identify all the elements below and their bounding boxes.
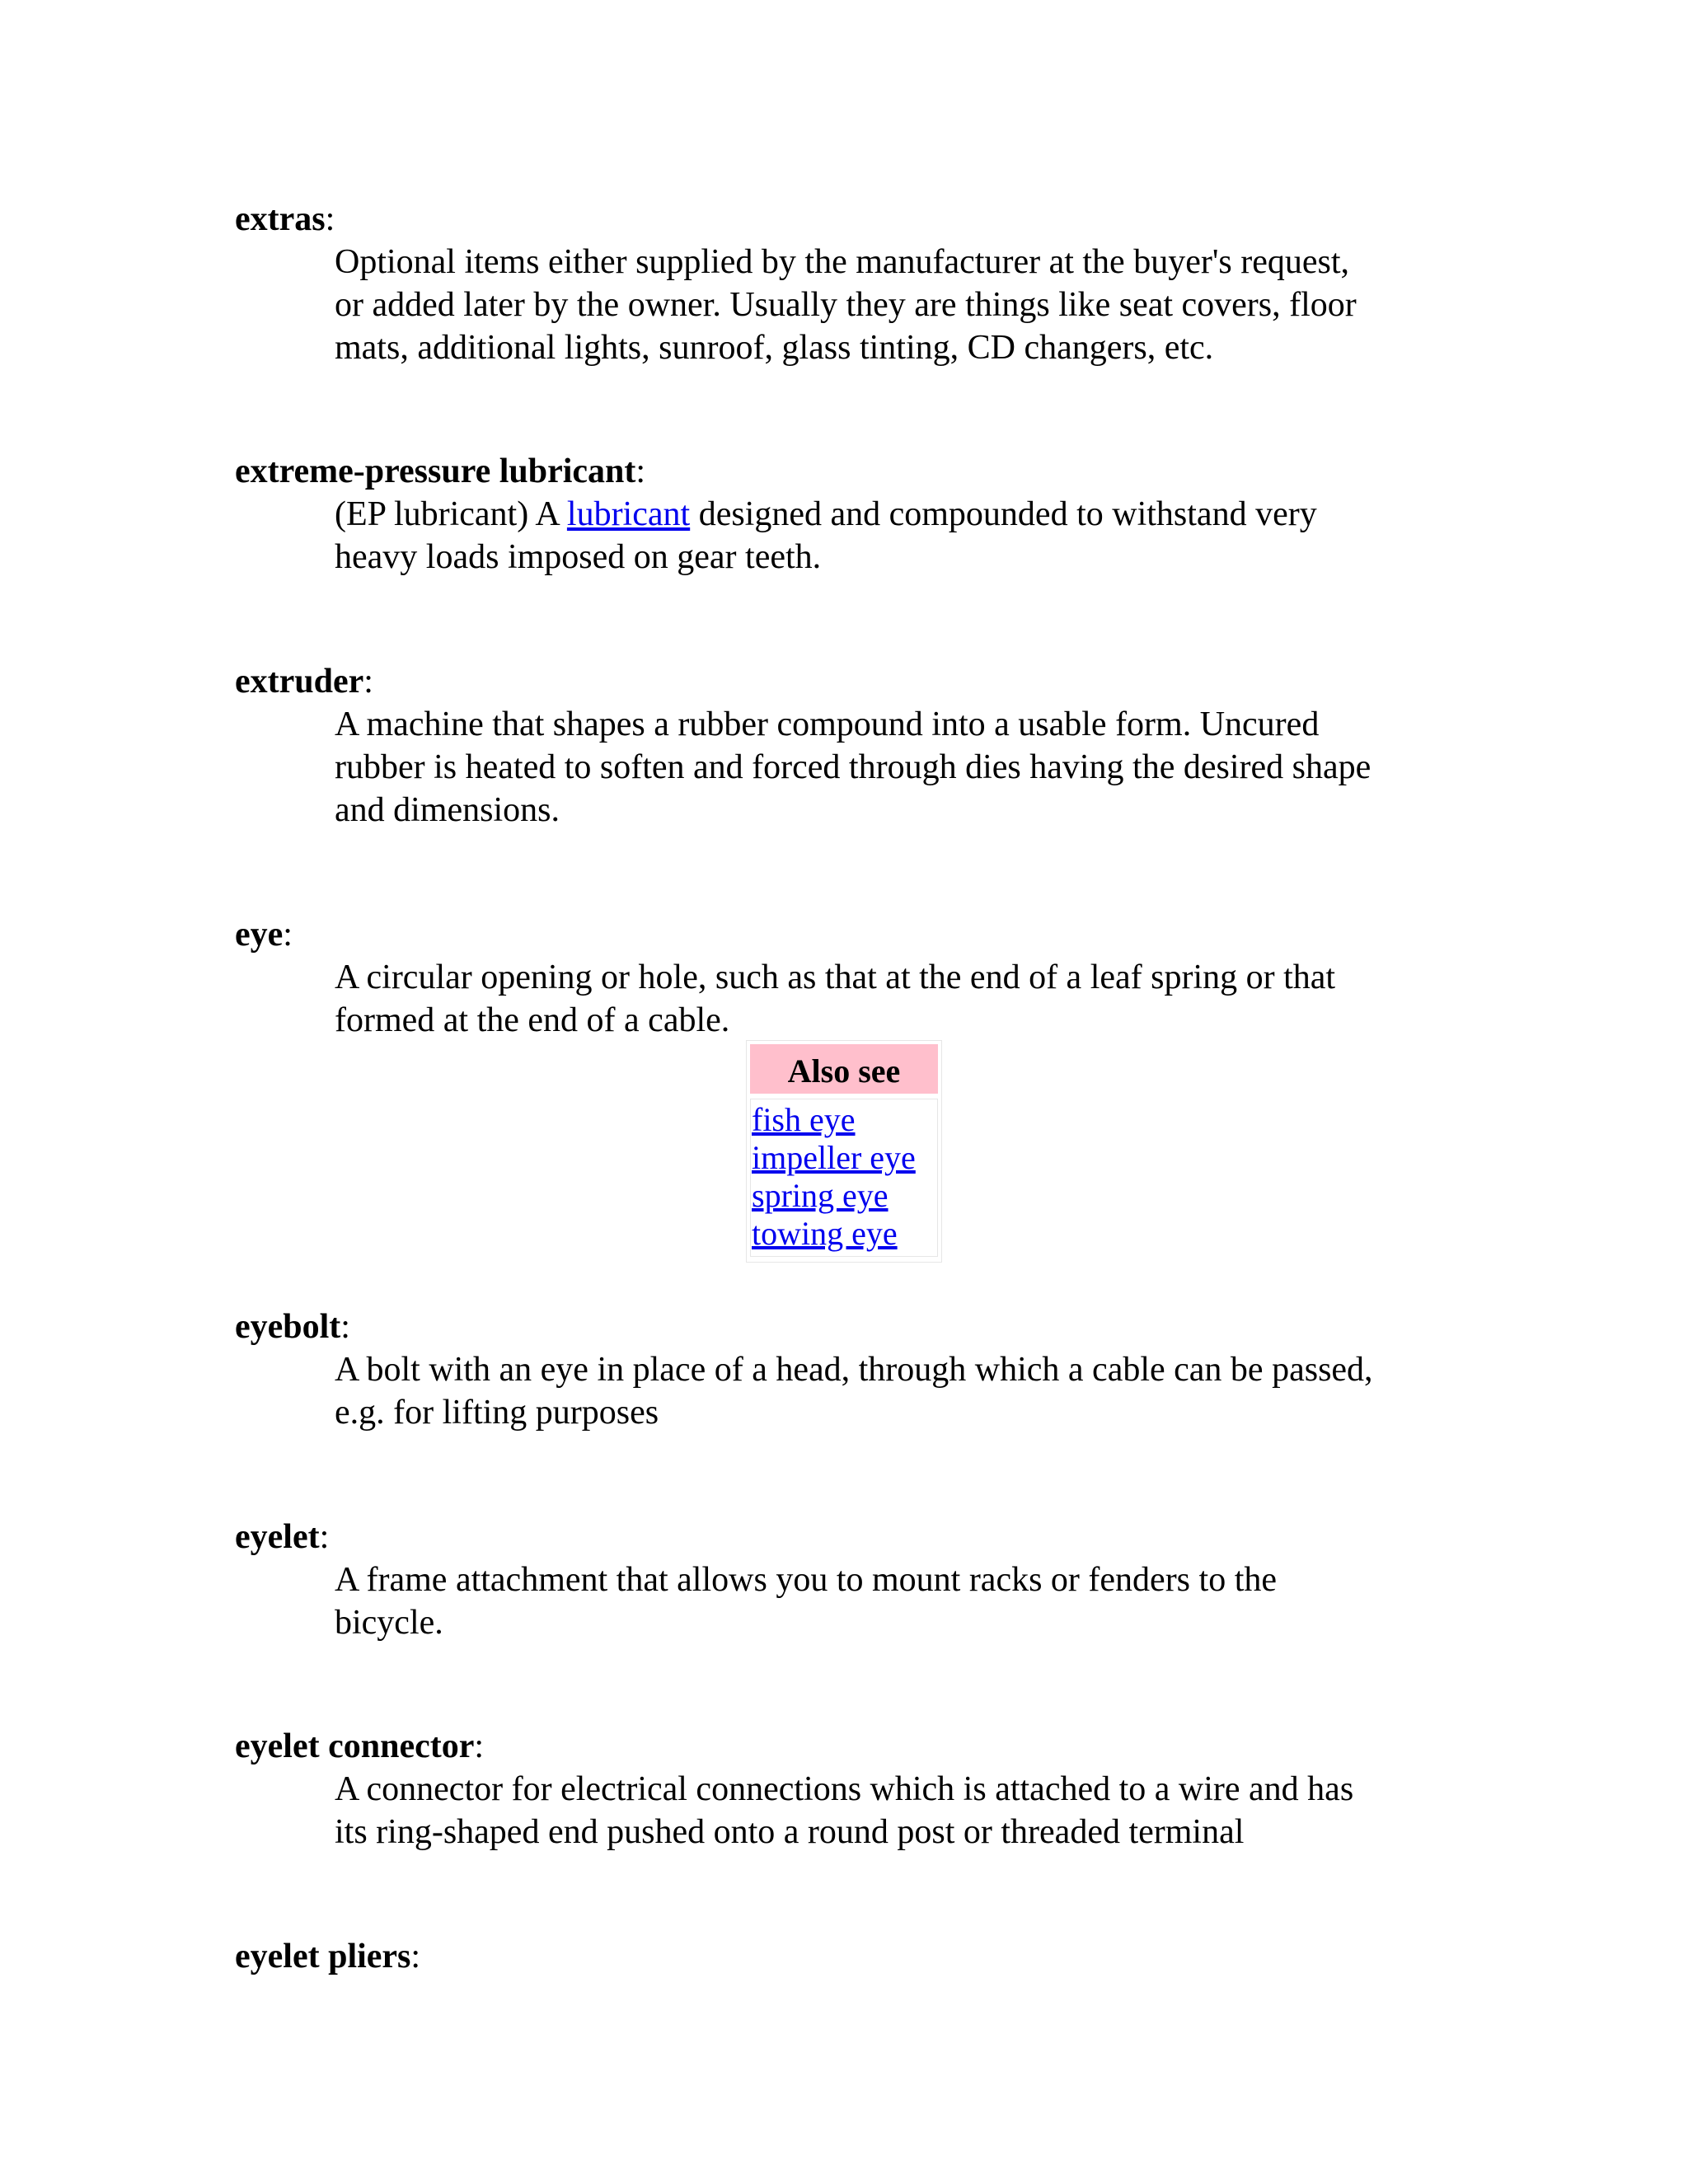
term-line (235, 1305, 1471, 1348)
glossary-entry-eyelet-pliers (235, 1935, 1471, 1978)
also-see-link-impeller-eye[interactable]: impeller eye (752, 1139, 916, 1176)
definition (335, 1558, 1471, 1644)
term-line (235, 1725, 1471, 1768)
term-separator: : (474, 1727, 485, 1765)
term: eyelet pliers (235, 1938, 411, 1975)
definition-line: bicycle. (335, 1604, 443, 1642)
term-separator: : (635, 452, 646, 490)
term-separator: : (325, 200, 335, 238)
definition (335, 241, 1471, 369)
also-see-box (746, 1040, 942, 1263)
definition-line: mats, additional lights, sunroof, glass tinting, CD changers, etc. (335, 329, 1214, 367)
term-line (235, 1516, 1471, 1558)
definition (335, 1348, 1471, 1434)
term-line (235, 913, 1471, 956)
glossary-entry-eyebolt (235, 1305, 1471, 1434)
term: extreme-pressure lubricant (235, 452, 636, 490)
also-see-link-towing-eye[interactable]: towing eye (752, 1215, 898, 1252)
definition-line: or added later by the owner. Usually they are things like seat covers, floor (335, 286, 1357, 324)
definition-line: its ring-shaped end pushed onto a round post or threaded terminal (335, 1813, 1245, 1851)
glossary-entry-eyelet (235, 1516, 1471, 1644)
definition (335, 703, 1471, 832)
term-separator: : (340, 1308, 350, 1346)
also-see-link-spring-eye[interactable]: spring eye (752, 1177, 889, 1214)
term-separator: : (283, 916, 293, 954)
definition-line: A frame attachment that allows you to mount racks or fenders to the (335, 1561, 1278, 1599)
glossary-entry-extreme-pressure-lubricant (235, 450, 1471, 579)
definition-line (335, 493, 1471, 536)
term-line (235, 1935, 1471, 1978)
term: extras (235, 200, 326, 238)
term-separator: : (363, 663, 373, 701)
term-line (235, 660, 1471, 703)
term: extruder (235, 663, 364, 701)
term: eyebolt (235, 1308, 341, 1346)
definition-line: A bolt with an eye in place of a head, through which a cable can be passed, (335, 1351, 1373, 1389)
term-separator: : (319, 1518, 330, 1556)
term: eye (235, 916, 284, 954)
definition-line: Optional items either supplied by the manufacturer at the buyer's request, (335, 243, 1350, 281)
term-line (235, 450, 1471, 493)
definition (335, 956, 1471, 1042)
definition-line: A machine that shapes a rubber compound into a usable form. Uncured (335, 705, 1320, 743)
also-see-link-fish-eye[interactable]: fish eye (752, 1101, 856, 1138)
glossary-entry-eye (235, 913, 1471, 1042)
definition (335, 1768, 1471, 1854)
definition (335, 493, 1471, 579)
term: eyelet connector (235, 1727, 475, 1765)
definition-text: designed and compounded to withstand very (690, 495, 1317, 533)
glossary-entry-eyelet-connector (235, 1725, 1471, 1854)
definition-line: e.g. for lifting purposes (335, 1394, 659, 1432)
definition-line: A connector for electrical connections which is attached to a wire and has (335, 1770, 1354, 1808)
definition-line: formed at the end of a cable. (335, 1001, 730, 1039)
term-line (235, 198, 1471, 241)
term: eyelet (235, 1518, 320, 1556)
term-separator: : (410, 1938, 421, 1975)
glossary-entry-extras (235, 198, 1471, 369)
definition-text: (EP lubricant) A (335, 495, 567, 533)
also-see-header: Also see (750, 1044, 938, 1094)
definition-line: A circular opening or hole, such as that at the end of a leaf spring or that (335, 958, 1336, 996)
glossary-entry-extruder (235, 660, 1471, 832)
also-see-list (750, 1099, 938, 1257)
definition-line: rubber is heated to soften and forced through dies having the desired shape (335, 748, 1372, 786)
definition-line: heavy loads imposed on gear teeth. (335, 538, 822, 576)
lubricant-link[interactable]: lubricant (566, 495, 691, 533)
definition-line: and dimensions. (335, 791, 560, 829)
